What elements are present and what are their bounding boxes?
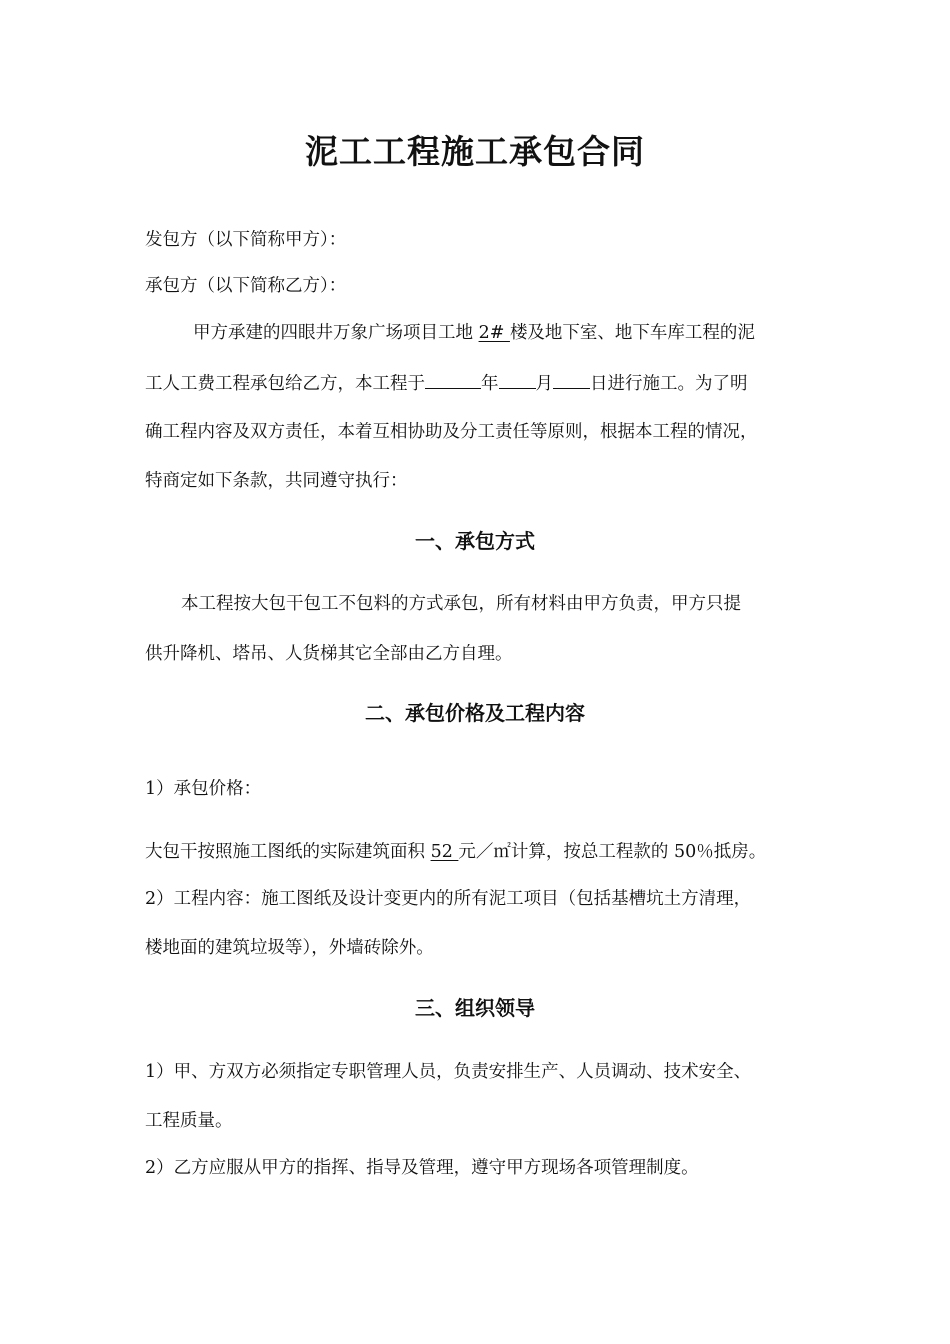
year-blank [425, 370, 481, 389]
section-heading-2: 二、承包价格及工程内容 [365, 701, 585, 725]
year-label: 年 [481, 374, 499, 394]
intro-line-2 [145, 370, 748, 397]
price-line [145, 839, 766, 865]
section3-item2: 2）乙方应服从甲方的指挥、指导及管理，遵守甲方现场各项管理制度。 [145, 1158, 699, 1178]
intro-text: 楼及地下室、地下车库工程的泥 [509, 323, 755, 343]
intro-line-1 [193, 320, 755, 346]
section1-line-2: 供升降机、塔吊、人货梯其它全部由乙方自理。 [145, 644, 513, 664]
month-label: 月 [535, 374, 553, 394]
price-value: 52 [430, 842, 459, 862]
section1-line-1: 本工程按大包干包工不包料的方式承包，所有材料由甲方负责，甲方只提 [181, 594, 741, 614]
document-title: 泥工工程施工承包合同 [305, 132, 645, 171]
day-label: 日进行施工。为了明 [590, 374, 748, 394]
content-line-1: 2）工程内容：施工图纸及设计变更内的所有泥工项目（包括基槽坑土方清理， [145, 889, 752, 909]
content-line-2: 楼地面的建筑垃圾等），外墙砖除外。 [145, 938, 434, 958]
intro-line-4: 特商定如下条款，共同遵守执行： [145, 471, 408, 491]
section-heading-3: 三、组织领导 [415, 996, 535, 1020]
section-heading-1: 一、承包方式 [415, 529, 535, 553]
intro-text: 工人工费工程承包给乙方，本工程于 [145, 374, 425, 394]
day-blank [553, 370, 590, 389]
price-text: 大包干按照施工图纸的实际建筑面积 [145, 842, 431, 862]
section3-item1-line-2: 工程质量。 [145, 1111, 233, 1131]
month-blank [499, 370, 536, 389]
section3-item1-line-1: 1）甲、方双方必须指定专职管理人员，负责安排生产、人员调动、技术安全、 [145, 1062, 752, 1082]
employer-label: 发包方（以下简称甲方）： [145, 230, 347, 250]
intro-text: 甲方承建的四眼井万象广场项目工地 [193, 323, 479, 343]
price-text: 元／㎡计算，按总工程款的 50％抵房。 [458, 842, 767, 862]
contractor-label: 承包方（以下简称乙方）： [145, 276, 347, 296]
building-number: 2# [478, 323, 510, 343]
price-label: 1）承包价格： [145, 779, 262, 799]
intro-line-3: 确工程内容及双方责任，本着互相协助及分工责任等原则，根据本工程的情况， [145, 422, 758, 442]
